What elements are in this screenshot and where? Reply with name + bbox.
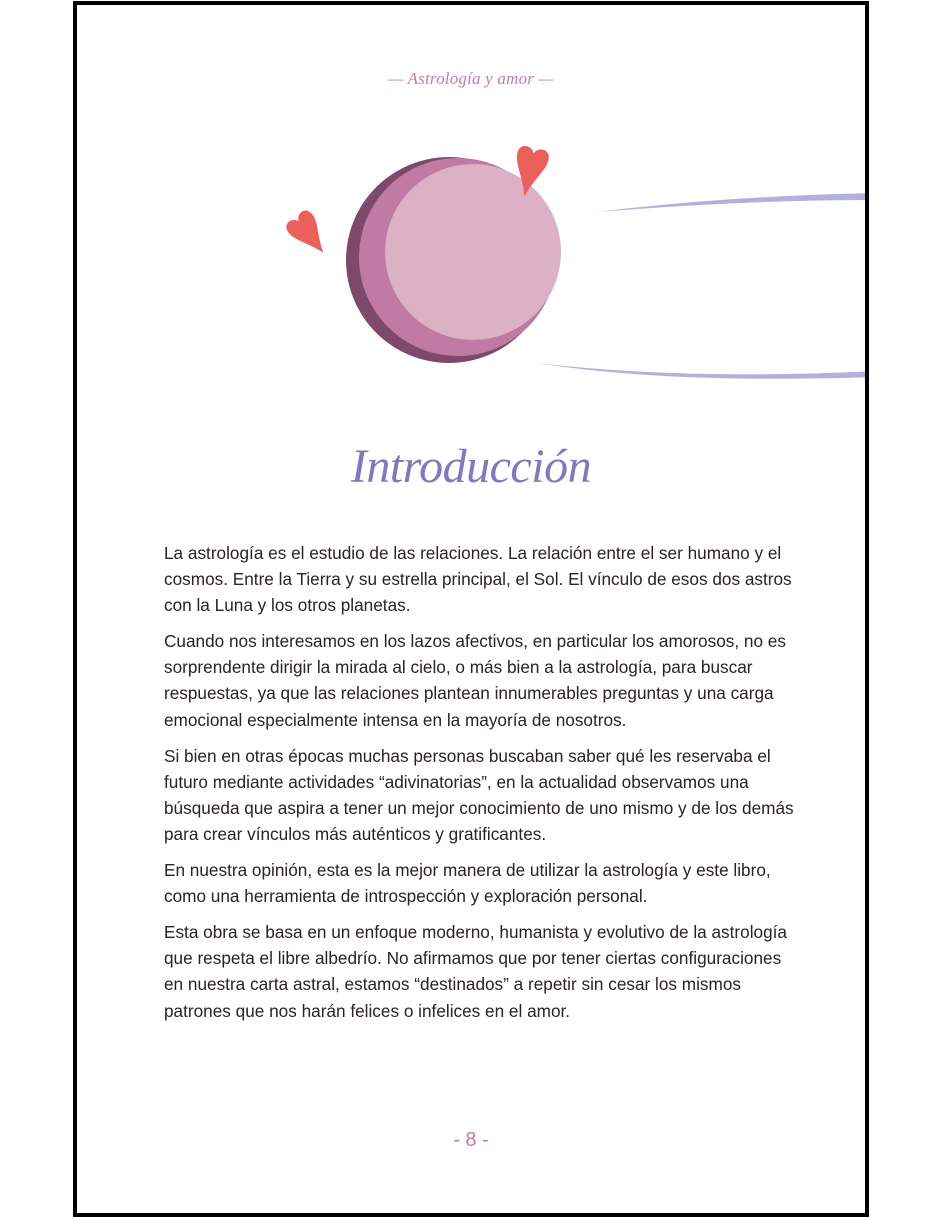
paragraph: La astrología es el estudio de las relaciones. La relación entre el ser humano y el cosmos. Entre la Tierra y su estrella principal, el Sol. El vínculo de esos dos astros con la Luna y los otros planetas.	[164, 543, 792, 616]
paragraph: En nuestra opinión, esta es la mejor manera de utilizar la astrología y este libro, como una herramienta de introspección y exploración personal.	[164, 860, 771, 907]
chapter-title: Introducción	[350, 440, 592, 493]
orbit-arc-upper	[597, 193, 865, 212]
planet-illustration	[77, 5, 865, 425]
heart-icon	[283, 208, 335, 262]
paragraph: Si bien en otras épocas muchas personas buscaban saber qué les reservaba el futuro mediante actividades “adivinatorias”, en la actualidad observamos una búsqueda que aspira a tener un mejor conocimiento de uno mismo y de los demás para crear vínculos más auténticos y gratificantes.	[164, 745, 794, 844]
book-page	[73, 1, 869, 1217]
running-header: — Astrología y amor —	[388, 69, 554, 88]
body-text	[164, 540, 794, 1034]
paragraph: Cuando nos interesamos en los lazos afectivos, en particular los amorosos, no es sorprendente dirigir la mirada al cielo, o más bien a la astrología, para buscar respuestas, ya que las relaciones plantean innumerables preguntas y una carga emocional especialmente intensa en la mayoría de nosotros.	[164, 631, 786, 730]
page-number: - 8 -	[453, 1129, 489, 1151]
paragraph: Esta obra se basa en un enfoque moderno, humanista y evolutivo de la astrología que respeta el libre albedrío. No afirmamos que por tener ciertas configuraciones en nuestra carta astral, estamos “destinados” a repetir sin cesar los mismos patrones que nos harán felices o infelices en el amor.	[164, 922, 787, 1021]
orbit-arc-lower	[537, 363, 865, 379]
